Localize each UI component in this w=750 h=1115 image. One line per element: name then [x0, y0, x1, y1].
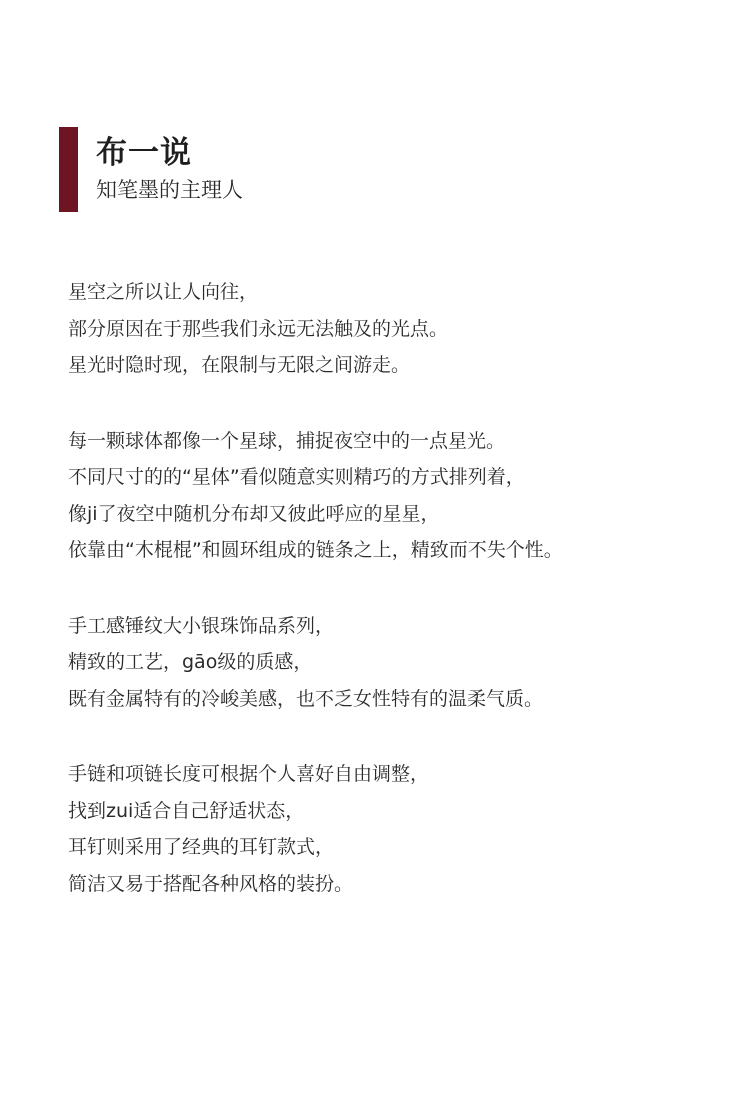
text-line: 手工感锤纹大小银珠饰品系列， [68, 614, 335, 637]
text-line: 既有金属特有的冷峻美感，也不乏女性特有的温柔气质。 [68, 687, 544, 710]
text-line: 星空之所以让人向往， [68, 281, 259, 303]
text-line: 不同尺寸的的“星体”看似随意实则精巧的方式排列着， [68, 466, 525, 488]
header-text [96, 127, 243, 212]
page-title: 布一说 [96, 135, 192, 171]
paragraph-3 [68, 608, 718, 718]
text-line: 星光时隐时现，在限制与无限之间游走。 [68, 354, 411, 376]
text-line: 耳钉则采用了经典的耳钉款式， [68, 836, 335, 858]
text-line: 每一颗球体都像一个星球，捕捉夜空中的一点星光。 [68, 429, 506, 452]
text-line: 依靠由“木棍棍”和圆环组成的链条之上，精致而不失个性。 [68, 539, 563, 561]
text-line: 精致的工艺，gāo级的质感， [68, 651, 313, 673]
text-line: 找到zui适合自己舒适状态， [68, 799, 305, 822]
accent-bar [59, 127, 78, 212]
text-line: 手链和项链长度可根据个人喜好自由调整， [68, 763, 430, 785]
body-text [68, 274, 718, 941]
paragraph-4 [68, 756, 718, 902]
header [59, 127, 243, 212]
text-line: 简洁又易于搭配各种风格的装扮。 [68, 872, 354, 895]
text-line: 像ji了夜空中随机分布却又彼此呼应的星星， [68, 502, 440, 525]
paragraph-1 [68, 274, 718, 384]
text-line: 部分原因在于那些我们永远无法触及的光点。 [68, 317, 449, 340]
page-subtitle: 知笔墨的主理人 [96, 178, 243, 202]
paragraph-2 [68, 423, 718, 569]
